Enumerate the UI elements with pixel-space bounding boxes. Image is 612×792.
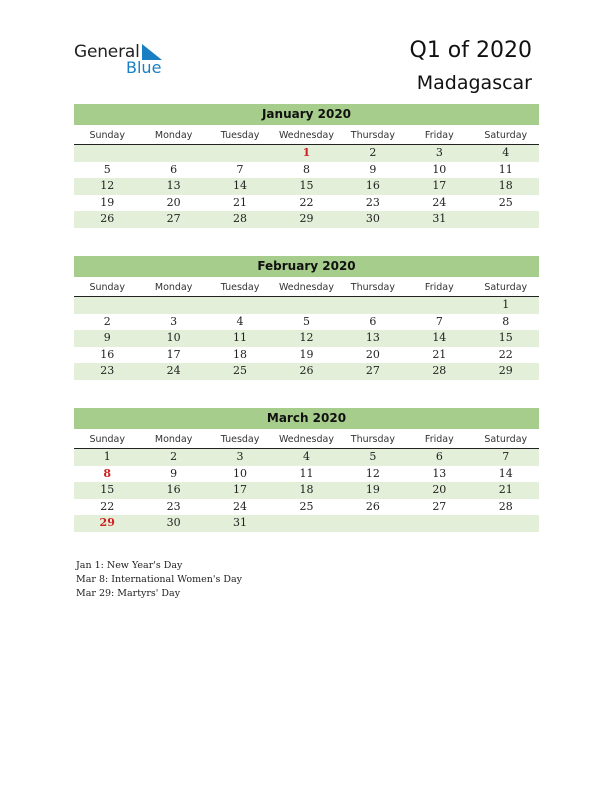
day-cell: 23 <box>166 499 181 513</box>
weekday-header-row <box>74 128 539 145</box>
day-cell: 12 <box>100 179 115 193</box>
day-cell: 15 <box>498 331 513 345</box>
weekday-label: Wednesday <box>278 434 334 445</box>
day-cell: 4 <box>502 146 510 159</box>
day-cell: 4 <box>236 314 244 328</box>
day-cell: 2 <box>170 450 178 463</box>
day-cell: 14 <box>498 466 513 480</box>
weekday-label: Wednesday <box>278 282 334 293</box>
day-cell <box>473 515 539 532</box>
day-cell: 22 <box>498 347 513 361</box>
day-cell: 14 <box>432 331 447 345</box>
day-cell: 2 <box>369 146 377 159</box>
day-cell: 8 <box>502 314 510 328</box>
week-row <box>74 499 539 516</box>
day-cell: 11 <box>233 331 248 345</box>
weekday-label: Thursday <box>350 130 395 141</box>
day-cell: 28 <box>498 499 513 513</box>
day-cell: 18 <box>233 347 248 361</box>
day-cell <box>406 515 472 532</box>
holiday-note: Mar 29: Martyrs' Day <box>76 588 181 599</box>
day-cell: 30 <box>166 516 181 530</box>
week-row <box>74 195 539 212</box>
day-cell: 25 <box>233 364 248 378</box>
day-cell: 21 <box>432 347 447 361</box>
day-cell <box>74 297 140 314</box>
week-row <box>74 482 539 499</box>
day-cell: 10 <box>432 162 447 176</box>
day-cell: 6 <box>369 314 377 328</box>
day-cell: 27 <box>432 499 447 513</box>
day-cell: 22 <box>299 195 314 209</box>
day-cell: 17 <box>233 483 248 497</box>
weekday-label: Thursday <box>350 282 395 293</box>
day-cell <box>207 145 273 162</box>
month-title: March 2020 <box>74 408 539 429</box>
day-cell <box>140 297 206 314</box>
day-cell: 26 <box>299 364 314 378</box>
day-cell: 24 <box>432 195 447 209</box>
day-cell: 21 <box>233 195 248 209</box>
weekday-label: Saturday <box>484 130 528 141</box>
weeks <box>74 449 539 532</box>
week-row <box>74 162 539 179</box>
week-row <box>74 297 539 314</box>
month-title: February 2020 <box>74 256 539 277</box>
day-cell <box>406 297 472 314</box>
weekday-label: Sunday <box>89 434 125 445</box>
day-cell: 6 <box>170 162 178 176</box>
day-cell: 25 <box>498 195 513 209</box>
day-cell: 11 <box>299 466 314 480</box>
week-row <box>74 363 539 380</box>
weekday-label: Sunday <box>89 282 125 293</box>
day-cell: 17 <box>166 347 181 361</box>
day-cell: 1 <box>502 298 510 311</box>
day-cell: 10 <box>233 466 248 480</box>
weekday-label: Wednesday <box>278 130 334 141</box>
holiday-note: Mar 8: International Women's Day <box>76 574 243 585</box>
day-cell: 23 <box>100 364 115 378</box>
week-row <box>74 145 539 162</box>
day-cell: 3 <box>170 314 178 328</box>
day-cell: 29 <box>299 212 314 226</box>
day-cell: 2 <box>103 314 111 328</box>
day-cell: 9 <box>369 162 377 176</box>
day-cell <box>273 297 339 314</box>
day-cell: 24 <box>166 364 181 378</box>
weekday-label: Monday <box>154 434 193 445</box>
day-cell: 8 <box>302 162 310 176</box>
day-cell: 3 <box>236 450 244 463</box>
day-cell <box>340 297 406 314</box>
day-cell: 26 <box>365 499 380 513</box>
holiday-list <box>76 559 242 601</box>
day-cell: 16 <box>100 347 115 361</box>
day-cell: 29 <box>99 516 115 530</box>
day-cell: 19 <box>100 195 115 209</box>
day-cell: 24 <box>233 499 248 513</box>
day-cell: 26 <box>100 212 115 226</box>
day-cell: 31 <box>432 212 447 226</box>
week-row <box>74 314 539 331</box>
day-cell: 8 <box>103 466 112 480</box>
day-cell: 29 <box>498 364 513 378</box>
day-cell: 23 <box>365 195 380 209</box>
week-row <box>74 178 539 195</box>
day-cell: 22 <box>100 499 115 513</box>
day-cell: 28 <box>233 212 248 226</box>
day-cell <box>473 211 539 228</box>
day-cell: 18 <box>498 179 513 193</box>
day-cell: 7 <box>502 450 510 463</box>
page-title: Q1 of 2020 <box>409 38 532 63</box>
weekday-label: Tuesday <box>220 282 260 293</box>
weekday-label: Saturday <box>484 282 528 293</box>
day-cell: 11 <box>498 162 513 176</box>
day-cell: 16 <box>365 179 380 193</box>
day-cell: 13 <box>432 466 447 480</box>
day-cell: 20 <box>365 347 380 361</box>
weeks <box>74 145 539 228</box>
weekday-label: Sunday <box>89 130 125 141</box>
day-cell: 27 <box>365 364 380 378</box>
weekday-header-row <box>74 432 539 449</box>
weekday-label: Tuesday <box>220 130 260 141</box>
weekday-label: Friday <box>424 434 454 445</box>
day-cell: 31 <box>233 516 248 530</box>
weekday-label: Monday <box>154 282 193 293</box>
weekday-header-row <box>74 280 539 297</box>
day-cell: 1 <box>103 450 111 463</box>
day-cell: 12 <box>299 331 314 345</box>
day-cell: 15 <box>299 179 314 193</box>
day-cell: 5 <box>302 314 310 328</box>
month-february <box>74 256 539 380</box>
month-march <box>74 408 539 532</box>
weeks <box>74 297 539 380</box>
day-cell: 14 <box>233 179 248 193</box>
weekday-label: Saturday <box>484 434 528 445</box>
day-cell: 25 <box>299 499 314 513</box>
day-cell: 4 <box>302 450 310 463</box>
day-cell: 28 <box>432 364 447 378</box>
day-cell: 13 <box>365 331 380 345</box>
day-cell: 20 <box>432 483 447 497</box>
weekday-label: Thursday <box>350 434 395 445</box>
day-cell <box>340 515 406 532</box>
weekday-label: Friday <box>424 130 454 141</box>
day-cell: 20 <box>166 195 181 209</box>
holiday-note: Jan 1: New Year's Day <box>76 560 183 571</box>
month-title: January 2020 <box>74 104 539 125</box>
day-cell: 5 <box>369 450 377 463</box>
day-cell <box>273 515 339 532</box>
month-january <box>74 104 539 228</box>
logo-text-blue: Blue <box>126 58 162 77</box>
day-cell: 17 <box>432 179 447 193</box>
week-row <box>74 449 539 466</box>
day-cell: 1 <box>302 146 311 159</box>
weekday-label: Tuesday <box>220 434 260 445</box>
day-cell: 13 <box>166 179 181 193</box>
weekday-label: Monday <box>154 130 193 141</box>
day-cell: 30 <box>365 212 380 226</box>
day-cell: 7 <box>236 162 244 176</box>
weekday-label: Friday <box>424 282 454 293</box>
day-cell <box>140 145 206 162</box>
day-cell: 12 <box>365 466 380 480</box>
day-cell: 7 <box>435 314 443 328</box>
day-cell: 16 <box>166 483 181 497</box>
day-cell: 19 <box>365 483 380 497</box>
day-cell: 10 <box>166 331 181 345</box>
day-cell: 9 <box>103 331 111 345</box>
week-row <box>74 515 539 532</box>
country-name: Madagascar <box>416 72 532 94</box>
day-cell: 3 <box>435 146 443 159</box>
day-cell <box>207 297 273 314</box>
day-cell: 6 <box>435 450 443 463</box>
week-row <box>74 466 539 483</box>
day-cell: 9 <box>170 466 178 480</box>
day-cell: 19 <box>299 347 314 361</box>
day-cell: 27 <box>166 212 181 226</box>
day-cell <box>74 145 140 162</box>
logo <box>74 42 174 78</box>
day-cell: 21 <box>498 483 513 497</box>
logo-text-general: General <box>74 42 140 62</box>
week-row <box>74 211 539 228</box>
day-cell: 18 <box>299 483 314 497</box>
day-cell: 15 <box>100 483 115 497</box>
week-row <box>74 330 539 347</box>
day-cell: 5 <box>103 162 111 176</box>
week-row <box>74 347 539 364</box>
